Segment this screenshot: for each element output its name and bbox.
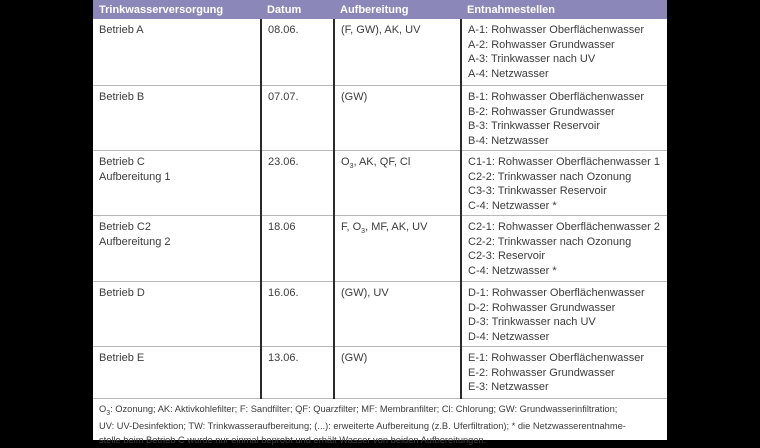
sampling-point: D-3: Trinkwasser nach UV <box>468 316 596 329</box>
sampling-point: A-2: Rohwasser Grundwasser <box>468 38 615 51</box>
cell-sampling-points <box>461 19 667 86</box>
table-row <box>93 19 667 86</box>
sampling-point: A-1: Rohwasser Oberflächenwasser <box>468 24 645 36</box>
cell-date: 08.06. <box>261 19 334 86</box>
supply-subname: Aufbereitung 1 <box>99 170 171 183</box>
footnote-line: UV: UV-Desinfektion; TW: Trinkwasseraufbereitung; (...): erweiterte Aufbereitung (z.B. Uferfiltration); * die Netzwasserentnahme- <box>99 421 626 432</box>
table-row <box>93 282 667 347</box>
sampling-point: C2-1: Rohwasser Oberflächenwasser 2 <box>468 221 660 233</box>
footnote-post: : Ozonung; AK: Aktivkohlefilter; F: Sandfilter; QF: Quarzfilter; MF: Membranfilter; Cl: Chlorung; GW: Grundwasserinfiltration; <box>110 404 618 414</box>
header-treatment: Aufbereitung <box>334 0 461 19</box>
sampling-point: B-1: Rohwasser Oberflächenwasser <box>468 91 645 103</box>
footnote-line <box>99 403 661 420</box>
cell-date: 23.06. <box>261 151 334 216</box>
sampling-point: C3-3: Trinkwasser Reservoir <box>468 185 607 198</box>
supply-name: Betrieb D <box>99 287 145 299</box>
sampling-table <box>93 0 667 399</box>
table-row <box>93 216 667 282</box>
footnote-pre: O <box>99 404 107 414</box>
cell-supply <box>93 282 261 347</box>
sampling-point: E-2: Rohwasser Grundwasser <box>468 366 615 379</box>
cell-treatment: (F, GW), AK, UV <box>334 19 461 86</box>
table-header-row <box>93 0 667 19</box>
table-row <box>93 151 667 216</box>
cell-sampling-points <box>461 282 667 347</box>
sampling-point: C-4: Netzwasser * <box>468 264 557 277</box>
sampling-point: A-3: Trinkwasser nach UV <box>468 53 596 66</box>
supply-name: Betrieb B <box>99 91 145 103</box>
supply-name: Betrieb C2 <box>99 221 151 233</box>
table-row <box>93 86 667 151</box>
cell-treatment <box>334 151 461 216</box>
sampling-point: B-3: Trinkwasser Reservoir <box>468 120 601 133</box>
treatment-pre: O <box>341 156 350 168</box>
sampling-point: A-4: Netzwasser <box>468 67 549 80</box>
cell-supply <box>93 19 261 86</box>
footnote-line: stelle beim Betrieb C wurde nur einmal beprobt und erhält Wasser von beiden Aufbereitungen. <box>99 435 487 446</box>
sampling-point: C2-3: Reservoir <box>468 250 546 263</box>
sampling-point: C1-1: Rohwasser Oberflächenwasser 1 <box>468 156 660 168</box>
sampling-point: E-3: Netzwasser <box>468 381 549 394</box>
supply-name: Betrieb C <box>99 156 145 168</box>
supply-name: Betrieb A <box>99 24 144 36</box>
treatment-post: , AK, QF, Cl <box>353 156 411 168</box>
footnote-subscript: 3 <box>106 409 111 417</box>
sampling-point: B-4: Netzwasser <box>468 134 549 147</box>
sampling-point: E-1: Rohwasser Oberflächenwasser <box>468 352 645 364</box>
header-sampling-points: Entnahmestellen <box>461 0 667 19</box>
document-sheet <box>93 0 667 446</box>
supply-subname: Aufbereitung 2 <box>99 235 171 248</box>
treatment-subscript: 3 <box>361 228 366 236</box>
table-footnote <box>93 399 667 448</box>
sampling-point: D-4: Netzwasser <box>468 330 550 343</box>
cell-treatment <box>334 216 461 282</box>
cell-date: 18.06 <box>261 216 334 282</box>
header-date: Datum <box>261 0 334 19</box>
cell-supply <box>93 216 261 282</box>
cell-supply <box>93 151 261 216</box>
treatment-subscript: 3 <box>349 163 354 171</box>
cell-date: 13.06. <box>261 347 334 399</box>
cell-treatment: (GW) <box>334 347 461 399</box>
sampling-point: B-2: Rohwasser Grundwasser <box>468 105 615 118</box>
treatment-post: , MF, AK, UV <box>365 221 428 233</box>
cell-treatment: (GW), UV <box>334 282 461 347</box>
cell-sampling-points <box>461 86 667 151</box>
sampling-point: D-2: Rohwasser Grundwasser <box>468 301 616 314</box>
supply-name: Betrieb E <box>99 352 145 364</box>
treatment-pre: F, O <box>341 221 362 233</box>
cell-supply <box>93 347 261 399</box>
cell-date: 16.06. <box>261 282 334 347</box>
table-row <box>93 347 667 399</box>
cell-sampling-points <box>461 151 667 216</box>
cell-treatment: (GW) <box>334 86 461 151</box>
cell-sampling-points <box>461 347 667 399</box>
cell-sampling-points <box>461 216 667 282</box>
sampling-point: C2-2: Trinkwasser nach Ozonung <box>468 170 632 183</box>
sampling-point: D-1: Rohwasser Oberflächenwasser <box>468 287 645 299</box>
header-supply: Trinkwasserversorgung <box>93 0 261 19</box>
sampling-point: C2-2: Trinkwasser nach Ozonung <box>468 235 632 248</box>
cell-date: 07.07. <box>261 86 334 151</box>
cell-supply <box>93 86 261 151</box>
sampling-point: C-4: Netzwasser * <box>468 199 557 212</box>
